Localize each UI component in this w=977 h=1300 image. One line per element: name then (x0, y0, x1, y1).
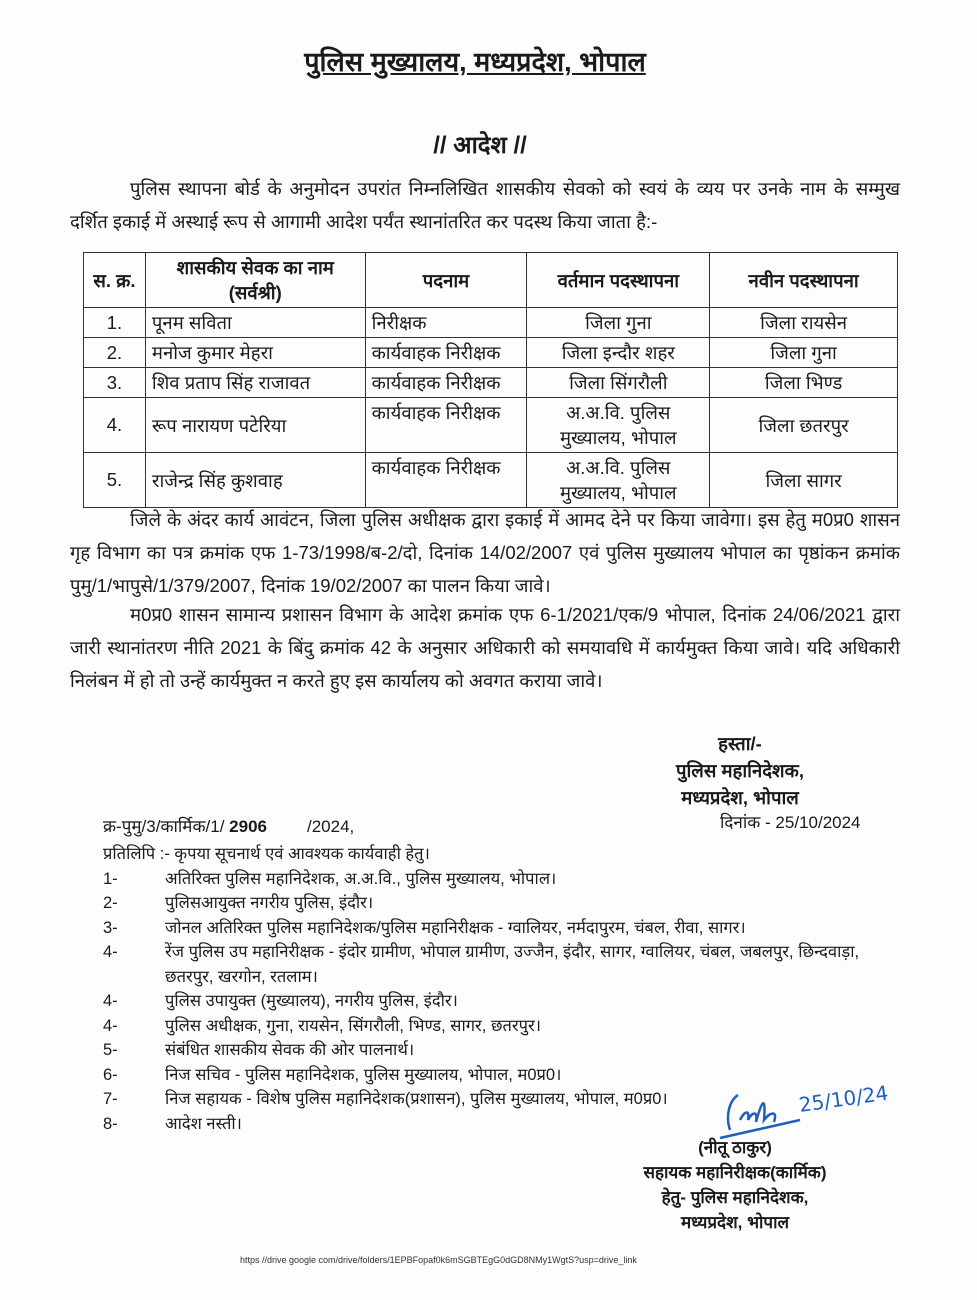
cell-name: मनोज कुमार मेहरा (145, 338, 365, 368)
ref-suffix: /2024, (307, 817, 355, 836)
copy-item-text: संबंधित शासकीय सेवक की ओर पालनार्थ। (165, 1041, 415, 1059)
col-designation: पदनाम (365, 253, 527, 308)
col-serial: स. क्र. (84, 253, 146, 308)
paragraph-2 (70, 503, 900, 602)
table-header-row (84, 253, 898, 308)
cell-new-posting: जिला सागर (710, 453, 898, 508)
paragraph-2-text: जिले के अंदर कार्य आवंटन, जिला पुलिस अधीक्षक द्वारा इकाई में आमद देने पर किया जावेगा। इस हेतु म0प्र0 शासन गृह विभाग का पत्र क्रमांक एफ 1-73/1998/ब-2/दो, दिनांक 14/02/2007 एवं पुलिस मुख्यालय भोपाल का पृष्ठांकन क्रमांक पुमु/1/भापुसे/1/379/2007, दिनांक 19/02/2007 का पालन किया जावे। (70, 509, 900, 596)
copy-item (103, 916, 905, 941)
copy-item-number: 3- (103, 918, 118, 937)
cell-current-posting: जिला इन्दौर शहर (527, 338, 710, 368)
copy-item-number: 1- (103, 869, 118, 888)
copy-item-text: पुलिसआयुक्त नगरीय पुलिस, इंदौर। (165, 894, 374, 912)
table-row (84, 398, 898, 453)
copy-item (103, 989, 905, 1014)
signature-location: मध्यप्रदेश, भोपाल (681, 787, 799, 808)
col-current-posting: वर्तमान पदस्थापना (527, 253, 710, 308)
order-date: दिनांक - 25/10/2024 (720, 813, 861, 832)
order-heading: // आदेश // (433, 132, 527, 159)
signatory-location: मध्यप्रदेश, भोपाल (680, 1213, 790, 1232)
copy-item-number: 2- (103, 894, 118, 912)
cell-current-posting: अ.अ.वि. पुलिस मुख्यालय, भोपाल (527, 453, 710, 508)
copy-item-text: आदेश नस्ती। (165, 1114, 242, 1133)
col-name: शासकीय सेवक का नाम (सर्वश्री) (145, 253, 365, 308)
footer-link[interactable]: https //drive google com/drive/folders/1EPBFopaf0k6mSGBTEgG0dGD8NMy1WgtS?usp=drive_link (240, 1255, 637, 1265)
cell-designation: कार्यवाहक निरीक्षक (365, 368, 527, 398)
paragraph-3-text: म0प्र0 शासन सामान्य प्रशासन विभाग के आदेश क्रमांक एफ 6-1/2021/एक/9 भोपाल, दिनांक 24/06/2021 द्वारा जारी स्थानांतरण नीति 2021 के बिंदु क्रमांक 42 के अनुसार अधिकारी को समयावधि में कार्यमुक्त किया जावे। यदि अधिकारी निलंबन में हो तो उन्हें कार्यमुक्त न करते हुए इस कार्यालय को अवगत कराया जावे। (70, 604, 900, 691)
copy-item (103, 1038, 905, 1063)
copy-item-text: जोनल अतिरिक्त पुलिस महानिदेशक/पुलिस महानिरीक्षक - ग्वालियर, नर्मदापुरम, चंबल, रीवा, सागर। (165, 918, 746, 937)
intro-text: पुलिस स्थापना बोर्ड के अनुमोदन उपरांत निम्नलिखित शासकीय सेवको को स्वयं के व्यय पर उनके नाम के सम्मुख दर्शित इकाई में अस्थाई रूप से आगामी आदेश पर्यंत स्थानांतरित कर पदस्थ किया जाता है:- (70, 178, 900, 232)
paragraph-3 (70, 598, 900, 697)
cell-name: रूप नारायण पटेरिया (145, 398, 365, 453)
signature-designation: पुलिस महानिदेशक, (676, 760, 804, 781)
copy-item-number: 4- (103, 943, 118, 961)
cell-name: पूनम सविता (145, 308, 365, 338)
cell-new-posting: जिला गुना (710, 338, 898, 368)
cell-name: शिव प्रताप सिंह राजावत (145, 368, 365, 398)
copy-item (103, 891, 905, 916)
copy-item-number: 5- (103, 1041, 118, 1059)
signature-block (600, 730, 880, 811)
copy-item-number: 4- (103, 992, 118, 1010)
cell-designation: कार्यवाहक निरीक्षक (365, 453, 527, 508)
cell-designation: निरीक्षक (365, 308, 527, 338)
table-row (84, 308, 898, 338)
reference-number (103, 814, 354, 837)
cell-serial: 1. (84, 308, 146, 338)
cell-serial: 4. (84, 398, 146, 453)
signatory-designation: सहायक महानिरीक्षक(कार्मिक) (643, 1163, 827, 1182)
copy-heading: प्रतिलिपि :- कृपया सूचनार्थ एवं आवश्यक कार्यवाही हेतु। (103, 845, 430, 863)
signed-label: हस्ता/- (718, 733, 762, 754)
cell-new-posting: जिला भिण्ड (710, 368, 898, 398)
copy-item-text: निज सहायक - विशेष पुलिस महानिदेशक(प्रशासन), पुलिस मुख्यालय, भोपाल, म0प्र0। (165, 1090, 668, 1108)
signatory-on-behalf: हेतु- पुलिस महानिदेशक, (661, 1188, 809, 1207)
table-row (84, 453, 898, 508)
cell-new-posting: जिला रायसेन (710, 308, 898, 338)
copy-item (103, 867, 905, 892)
cell-name: राजेन्द्र सिंह कुशवाह (145, 453, 365, 508)
copy-item-text: पुलिस उपायुक्त (मुख्यालय), नगरीय पुलिस, इंदौर। (165, 992, 458, 1010)
copy-item-number: 4- (103, 1016, 118, 1035)
cell-serial: 5. (84, 453, 146, 508)
ref-number: 2906 (229, 817, 267, 836)
cell-current-posting: जिला गुना (527, 308, 710, 338)
col-new-posting: नवीन पदस्थापना (710, 253, 898, 308)
signature-date: 25/10/24 (797, 1080, 890, 1117)
table-row (84, 368, 898, 398)
cell-new-posting: जिला छतरपुर (710, 398, 898, 453)
signatory-name: (नीतू ठाकुर) (698, 1138, 772, 1157)
copy-item (103, 1014, 905, 1039)
cell-current-posting: अ.अ.वि. पुलिस मुख्यालय, भोपाल (527, 398, 710, 453)
cell-designation: कार्यवाहक निरीक्षक (365, 338, 527, 368)
cell-current-posting: जिला सिंगरौली (527, 368, 710, 398)
copy-item (103, 940, 905, 989)
cell-designation: कार्यवाहक निरीक्षक (365, 398, 527, 453)
ref-prefix: क्र-पुमु/3/कार्मिक/1/ (103, 817, 225, 836)
table-row (84, 338, 898, 368)
cell-serial: 2. (84, 338, 146, 368)
page-title: पुलिस मुख्यालय, मध्यप्रदेश, भोपाल (304, 47, 646, 77)
copy-item-number: 8- (103, 1114, 118, 1133)
signatory-block (590, 1135, 880, 1235)
copy-item-text: रेंज पुलिस उप महानिरीक्षक - इंदोर ग्रामीण, भोपाल ग्रामीण, उज्जैन, इंदौर, सागर, ग्वालियर, चंबल, जबलपुर, छिन्दवाड़ा, छतरपुर, खरगोन, रतलाम। (165, 943, 860, 986)
intro-paragraph (70, 172, 900, 238)
cell-serial: 3. (84, 368, 146, 398)
copy-item-text: निज सचिव - पुलिस महानिदेशक, पुलिस मुख्यालय, भोपाल, म0प्र0। (165, 1065, 562, 1084)
copy-item-number: 7- (103, 1090, 118, 1108)
copy-item-text: अतिरिक्त पुलिस महानिदेशक, अ.अ.वि., पुलिस मुख्यालय, भोपाल। (165, 869, 557, 888)
copy-item-text: पुलिस अधीक्षक, गुना, रायसेन, सिंगरौली, भिण्ड, सागर, छतरपुर। (165, 1016, 542, 1035)
copy-item-number: 6- (103, 1065, 118, 1084)
transfer-table (83, 252, 898, 508)
